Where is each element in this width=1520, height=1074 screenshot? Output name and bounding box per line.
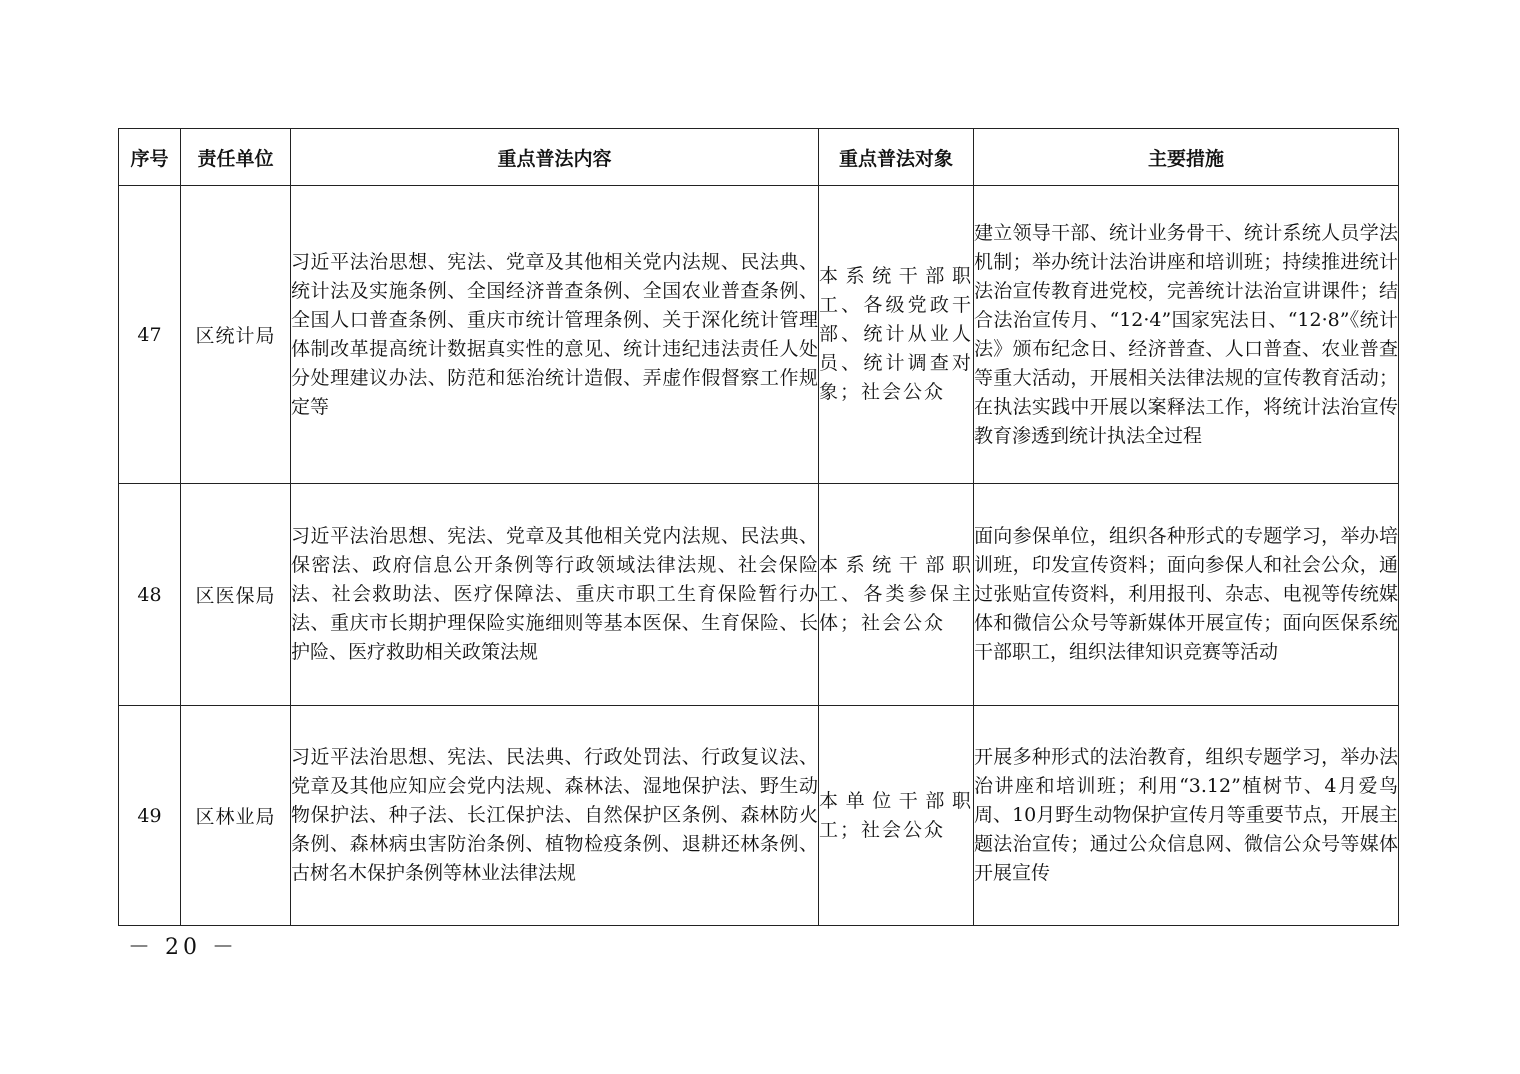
row-unit: 区林业局	[181, 706, 291, 926]
row-measures: 面向参保单位，组织各种形式的专题学习，举办培训班，印发宣传资料；面向参保人和社会公众，通过张贴宣传资料，利用报刊、杂志、电视等传统媒体和微信公众号等新媒体开展宣传；面向医保系统干部职工，组织法律知识竞赛等活动	[974, 484, 1399, 706]
row-target: 本系统干部职工、各级党政干部、统计从业人员、统计调查对象；社会公众	[819, 186, 974, 484]
header-unit: 责任单位	[181, 129, 291, 186]
page-number: － 20 －	[128, 935, 238, 960]
row-seq: 48	[119, 484, 181, 706]
table-row	[119, 706, 1399, 926]
header-target: 重点普法对象	[819, 129, 974, 186]
row-seq: 47	[119, 186, 181, 484]
table-row	[119, 186, 1399, 484]
row-unit: 区统计局	[181, 186, 291, 484]
row-content: 习近平法治思想、宪法、党章及其他相关党内法规、民法典、统计法及实施条例、全国经济普查条例、全国农业普查条例、全国人口普查条例、重庆市统计管理条例、关于深化统计管理体制改革提高统计数据真实性的意见、统计违纪违法责任人处分处理建议办法、防范和惩治统计造假、弄虚作假督察工作规定等	[291, 186, 819, 484]
table-header-row	[119, 129, 1399, 186]
header-content: 重点普法内容	[291, 129, 819, 186]
header-seq: 序号	[119, 129, 181, 186]
row-target: 本系统干部职工、各类参保主体；社会公众	[819, 484, 974, 706]
row-target: 本单位干部职工；社会公众	[819, 706, 974, 926]
table-row	[119, 484, 1399, 706]
row-unit: 区医保局	[181, 484, 291, 706]
row-content: 习近平法治思想、宪法、党章及其他相关党内法规、民法典、保密法、政府信息公开条例等行政领域法律法规、社会保险法、社会救助法、医疗保障法、重庆市职工生育保险暂行办法、重庆市长期护理保险实施细则等基本医保、生育保险、长护险、医疗救助相关政策法规	[291, 484, 819, 706]
row-content: 习近平法治思想、宪法、民法典、行政处罚法、行政复议法、党章及其他应知应会党内法规、森林法、湿地保护法、野生动物保护法、种子法、长江保护法、自然保护区条例、森林防火条例、森林病虫害防治条例、植物检疫条例、退耕还林条例、古树名木保护条例等林业法律法规	[291, 706, 819, 926]
row-measures: 开展多种形式的法治教育，组织专题学习，举办法治讲座和培训班；利用“3.12”植树节、4月爱鸟周、10月野生动物保护宣传月等重要节点，开展主题法治宣传；通过公众信息网、微信公众号等媒体开展宣传	[974, 706, 1399, 926]
row-seq: 49	[119, 706, 181, 926]
row-measures: 建立领导干部、统计业务骨干、统计系统人员学法机制；举办统计法治讲座和培训班；持续推进统计法治宣传教育进党校，完善统计法治宣讲课件；结合法治宣传月、“12·4”国家宪法日、“12·8”《统计法》颁布纪念日、经济普查、人口普查、农业普查等重大活动，开展相关法律法规的宣传教育活动；在执法实践中开展以案释法工作，将统计法治宣传教育渗透到统计执法全过程	[974, 186, 1399, 484]
law-education-table	[118, 128, 1399, 926]
header-measures: 主要措施	[974, 129, 1399, 186]
